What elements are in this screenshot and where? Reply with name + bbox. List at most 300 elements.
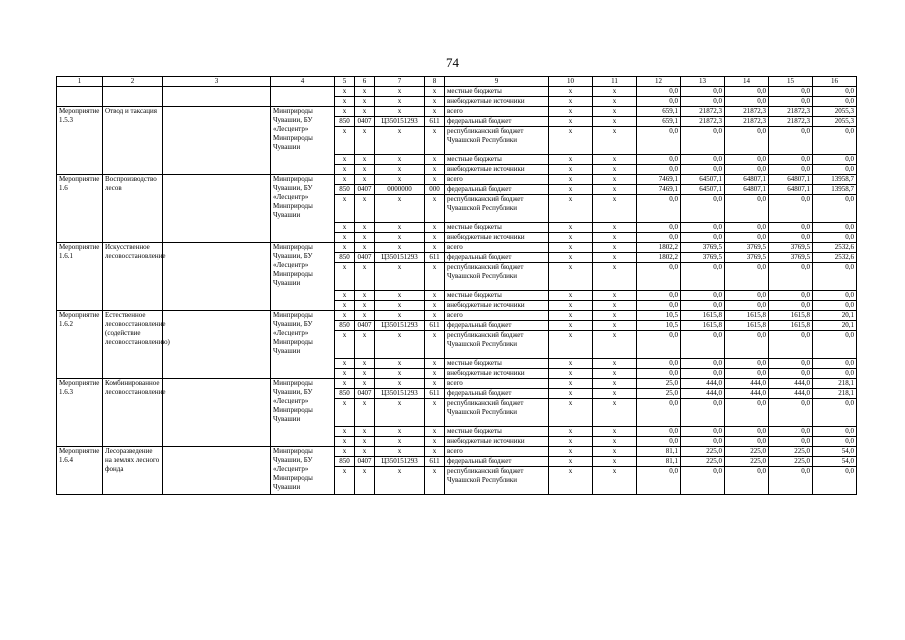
funding-source-cell: федеральный бюджет [445, 321, 549, 331]
value-cell: 225,0 [725, 447, 769, 457]
funding-source-cell: республиканский бюджет Чувашской Республики [445, 127, 549, 155]
col11-cell: x [593, 165, 637, 175]
value-cell: 0,0 [813, 155, 857, 165]
value-cell: 0,0 [769, 467, 813, 495]
section-cell: x [355, 447, 375, 457]
target-article-cell: x [375, 437, 425, 447]
value-cell: 0,0 [769, 331, 813, 359]
value-cell: 0,0 [813, 399, 857, 427]
empty-cell [163, 175, 271, 243]
target-article-cell: x [375, 399, 425, 427]
value-cell: 3769,5 [769, 243, 813, 253]
value-cell: 7469,1 [637, 185, 681, 195]
expense-group-cell: 611 [425, 389, 445, 399]
value-cell: 0,0 [725, 195, 769, 223]
target-article-cell: x [375, 311, 425, 321]
value-cell: 0,0 [681, 437, 725, 447]
responsible-cell: Минприроды Чувашии, БУ «Лесцентр» Минприроды Чувашии [271, 107, 335, 175]
column-number-header: 15 [769, 77, 813, 87]
section-cell: x [355, 379, 375, 389]
funding-source-cell: всего [445, 107, 549, 117]
grbs-cell: x [335, 359, 355, 369]
value-cell: 20,1 [813, 311, 857, 321]
measure-name-cell: Искусственное лесовосстановление [103, 243, 163, 311]
section-cell: 0407 [355, 117, 375, 127]
column-number-header: 1 [57, 77, 103, 87]
col10-cell: x [549, 359, 593, 369]
col11-cell: x [593, 311, 637, 321]
col10-cell: x [549, 223, 593, 233]
value-cell: 0,0 [813, 291, 857, 301]
value-cell: 81,1 [637, 447, 681, 457]
section-cell: x [355, 263, 375, 291]
col11-cell: x [593, 379, 637, 389]
funding-source-cell: местные бюджеты [445, 87, 549, 97]
col11-cell: x [593, 117, 637, 127]
value-cell: 0,0 [637, 155, 681, 165]
value-cell: 3769,5 [769, 253, 813, 263]
value-cell: 10,5 [637, 311, 681, 321]
grbs-cell: x [335, 107, 355, 117]
funding-source-cell: республиканский бюджет Чувашской Республики [445, 467, 549, 495]
value-cell: 0,0 [637, 331, 681, 359]
section-cell: x [355, 165, 375, 175]
value-cell: 3769,5 [681, 243, 725, 253]
col11-cell: x [593, 127, 637, 155]
funding-source-cell: республиканский бюджет Чувашской Республики [445, 263, 549, 291]
section-cell: 0407 [355, 185, 375, 195]
value-cell: 0,0 [681, 427, 725, 437]
grbs-cell: x [335, 311, 355, 321]
grbs-cell: x [335, 223, 355, 233]
col10-cell: x [549, 165, 593, 175]
grbs-cell: 850 [335, 185, 355, 195]
value-cell: 0,0 [813, 331, 857, 359]
column-number-header: 5 [335, 77, 355, 87]
section-cell: x [355, 233, 375, 243]
grbs-cell: x [335, 87, 355, 97]
section-cell: x [355, 127, 375, 155]
value-cell: 225,0 [681, 457, 725, 467]
value-cell: 0,0 [813, 437, 857, 447]
value-cell: 64507,1 [681, 185, 725, 195]
value-cell: 0,0 [637, 127, 681, 155]
funding-source-cell: местные бюджеты [445, 291, 549, 301]
target-article-cell: x [375, 467, 425, 495]
value-cell: 0,0 [681, 331, 725, 359]
col11-cell: x [593, 369, 637, 379]
target-article-cell: Ц350151293 [375, 389, 425, 399]
funding-source-cell: федеральный бюджет [445, 389, 549, 399]
value-cell: 64507,1 [681, 175, 725, 185]
value-cell: 659,1 [637, 117, 681, 127]
column-number-header: 9 [445, 77, 549, 87]
expense-group-cell: x [425, 301, 445, 311]
value-cell: 0,0 [681, 263, 725, 291]
responsible-cell: Минприроды Чувашии, БУ «Лесцентр» Минприроды Чувашии [271, 243, 335, 311]
table-row [57, 107, 857, 117]
value-cell: 444,0 [769, 389, 813, 399]
col11-cell: x [593, 389, 637, 399]
value-cell: 64807,1 [769, 185, 813, 195]
value-cell: 0,0 [681, 467, 725, 495]
funding-source-cell: внебюджетные источники [445, 301, 549, 311]
section-cell: x [355, 87, 375, 97]
target-article-cell: x [375, 369, 425, 379]
col10-cell: x [549, 427, 593, 437]
target-article-cell: x [375, 155, 425, 165]
target-article-cell: x [375, 379, 425, 389]
value-cell: 21872,3 [681, 117, 725, 127]
target-article-cell: Ц350151293 [375, 457, 425, 467]
col11-cell: x [593, 331, 637, 359]
section-cell: x [355, 97, 375, 107]
expense-group-cell: x [425, 165, 445, 175]
col11-cell: x [593, 253, 637, 263]
value-cell: 2532,6 [813, 253, 857, 263]
expense-group-cell: x [425, 97, 445, 107]
value-cell: 2532,6 [813, 243, 857, 253]
funding-source-cell: местные бюджеты [445, 155, 549, 165]
col11-cell: x [593, 301, 637, 311]
value-cell: 3769,5 [725, 253, 769, 263]
col10-cell: x [549, 243, 593, 253]
target-article-cell: x [375, 127, 425, 155]
value-cell: 659,1 [637, 107, 681, 117]
col11-cell: x [593, 97, 637, 107]
value-cell: 0,0 [637, 369, 681, 379]
value-cell: 0,0 [681, 195, 725, 223]
grbs-cell: x [335, 331, 355, 359]
value-cell: 0,0 [813, 87, 857, 97]
section-cell: x [355, 331, 375, 359]
expense-group-cell: x [425, 87, 445, 97]
measure-label-cell [57, 87, 103, 107]
value-cell: 0,0 [681, 165, 725, 175]
responsible-cell: Минприроды Чувашии, БУ «Лесцентр» Минприроды Чувашии [271, 175, 335, 243]
table-row [57, 379, 857, 389]
col11-cell: x [593, 457, 637, 467]
value-cell: 0,0 [769, 427, 813, 437]
grbs-cell: 850 [335, 457, 355, 467]
measure-name-cell: Отвод и таксация [103, 107, 163, 175]
funding-source-cell: республиканский бюджет Чувашской Республики [445, 195, 549, 223]
grbs-cell: x [335, 127, 355, 155]
value-cell: 0,0 [769, 155, 813, 165]
expense-group-cell: 611 [425, 117, 445, 127]
funding-source-cell: внебюджетные источники [445, 165, 549, 175]
funding-source-cell: внебюджетные источники [445, 233, 549, 243]
section-cell: x [355, 359, 375, 369]
target-article-cell: x [375, 107, 425, 117]
measure-label-cell: Мероприятие 1.6.2 [57, 311, 103, 379]
section-cell: x [355, 243, 375, 253]
funding-source-cell: республиканский бюджет Чувашской Республики [445, 331, 549, 359]
value-cell: 0,0 [769, 359, 813, 369]
target-article-cell: Ц350151293 [375, 321, 425, 331]
value-cell: 0,0 [681, 97, 725, 107]
value-cell: 13958,7 [813, 185, 857, 195]
value-cell: 0,0 [769, 165, 813, 175]
funding-source-cell: всего [445, 447, 549, 457]
value-cell: 0,0 [681, 155, 725, 165]
funding-source-cell: внебюджетные источники [445, 97, 549, 107]
column-number-header: 16 [813, 77, 857, 87]
col11-cell: x [593, 427, 637, 437]
expense-group-cell: 611 [425, 457, 445, 467]
target-article-cell: x [375, 223, 425, 233]
expense-group-cell: x [425, 331, 445, 359]
col10-cell: x [549, 117, 593, 127]
expense-group-cell: x [425, 437, 445, 447]
value-cell: 0,0 [681, 233, 725, 243]
value-cell: 1802,2 [637, 253, 681, 263]
col10-cell: x [549, 389, 593, 399]
expense-group-cell: x [425, 467, 445, 495]
target-article-cell: x [375, 243, 425, 253]
value-cell: 2055,3 [813, 117, 857, 127]
expense-group-cell: x [425, 233, 445, 243]
expense-group-cell: x [425, 379, 445, 389]
section-cell: x [355, 437, 375, 447]
grbs-cell: x [335, 379, 355, 389]
grbs-cell: x [335, 195, 355, 223]
expense-group-cell: x [425, 195, 445, 223]
column-number-header: 10 [549, 77, 593, 87]
value-cell: 225,0 [681, 447, 725, 457]
section-cell: x [355, 175, 375, 185]
grbs-cell: x [335, 97, 355, 107]
grbs-cell: x [335, 155, 355, 165]
funding-source-cell: федеральный бюджет [445, 253, 549, 263]
value-cell: 1802,2 [637, 243, 681, 253]
value-cell: 64807,1 [725, 185, 769, 195]
value-cell: 0,0 [637, 195, 681, 223]
table-row [57, 175, 857, 185]
col10-cell: x [549, 291, 593, 301]
value-cell: 0,0 [725, 223, 769, 233]
col10-cell: x [549, 399, 593, 427]
value-cell: 0,0 [637, 399, 681, 427]
section-cell: 0407 [355, 389, 375, 399]
value-cell: 0,0 [725, 369, 769, 379]
expense-group-cell: 611 [425, 253, 445, 263]
expense-group-cell: x [425, 399, 445, 427]
value-cell: 3769,5 [725, 243, 769, 253]
value-cell: 0,0 [769, 301, 813, 311]
table-row [57, 87, 857, 97]
value-cell: 0,0 [637, 467, 681, 495]
value-cell: 0,0 [681, 127, 725, 155]
col11-cell: x [593, 175, 637, 185]
grbs-cell: 850 [335, 253, 355, 263]
value-cell: 0,0 [725, 263, 769, 291]
section-cell: x [355, 467, 375, 495]
column-number-header: 13 [681, 77, 725, 87]
value-cell: 0,0 [681, 291, 725, 301]
funding-source-cell: всего [445, 311, 549, 321]
column-number-header: 4 [271, 77, 335, 87]
section-cell: 0407 [355, 457, 375, 467]
value-cell: 0,0 [681, 87, 725, 97]
col10-cell: x [549, 311, 593, 321]
target-article-cell: x [375, 165, 425, 175]
expense-group-cell: 611 [425, 321, 445, 331]
col11-cell: x [593, 291, 637, 301]
empty-cell [163, 311, 271, 379]
col11-cell: x [593, 223, 637, 233]
col10-cell: x [549, 321, 593, 331]
value-cell: 0,0 [813, 263, 857, 291]
expense-group-cell: x [425, 223, 445, 233]
value-cell: 21872,3 [769, 117, 813, 127]
expense-group-cell: x [425, 155, 445, 165]
value-cell: 0,0 [681, 359, 725, 369]
col11-cell: x [593, 447, 637, 457]
measure-name-cell: Естественное лесовосстановление (содействие лесовосстановлению) [103, 311, 163, 379]
value-cell: 25,0 [637, 389, 681, 399]
target-article-cell: x [375, 263, 425, 291]
funding-source-cell: федеральный бюджет [445, 185, 549, 195]
value-cell: 0,0 [725, 331, 769, 359]
value-cell: 0,0 [769, 437, 813, 447]
value-cell: 0,0 [725, 291, 769, 301]
target-article-cell: 0000000 [375, 185, 425, 195]
expense-group-cell: x [425, 369, 445, 379]
value-cell: 0,0 [637, 223, 681, 233]
value-cell: 0,0 [769, 195, 813, 223]
col11-cell: x [593, 467, 637, 495]
measure-label-cell: Мероприятие 1.6.4 [57, 447, 103, 495]
col11-cell: x [593, 233, 637, 243]
value-cell: 0,0 [681, 369, 725, 379]
value-cell: 0,0 [637, 87, 681, 97]
expense-group-cell: x [425, 359, 445, 369]
target-article-cell: Ц350151293 [375, 117, 425, 127]
value-cell: 0,0 [769, 87, 813, 97]
funding-source-cell: республиканский бюджет Чувашской Республики [445, 399, 549, 427]
column-number-header: 7 [375, 77, 425, 87]
expense-group-cell: x [425, 175, 445, 185]
value-cell: 0,0 [725, 467, 769, 495]
value-cell: 0,0 [725, 155, 769, 165]
value-cell: 0,0 [681, 399, 725, 427]
section-cell: x [355, 107, 375, 117]
col11-cell: x [593, 195, 637, 223]
table-row [57, 243, 857, 253]
grbs-cell: x [335, 175, 355, 185]
expense-group-cell: x [425, 291, 445, 301]
measure-name-cell: Воспроизводство лесов [103, 175, 163, 243]
grbs-cell: x [335, 233, 355, 243]
col11-cell: x [593, 243, 637, 253]
target-article-cell: x [375, 331, 425, 359]
value-cell: 0,0 [813, 427, 857, 437]
funding-source-cell: местные бюджеты [445, 223, 549, 233]
value-cell: 444,0 [725, 379, 769, 389]
value-cell: 0,0 [637, 301, 681, 311]
grbs-cell: x [335, 263, 355, 291]
value-cell: 0,0 [769, 223, 813, 233]
value-cell: 0,0 [725, 399, 769, 427]
col11-cell: x [593, 399, 637, 427]
value-cell: 1615,8 [681, 321, 725, 331]
value-cell: 0,0 [769, 127, 813, 155]
funding-source-cell: внебюджетные источники [445, 437, 549, 447]
value-cell: 0,0 [769, 291, 813, 301]
value-cell: 218,1 [813, 379, 857, 389]
col10-cell: x [549, 331, 593, 359]
value-cell: 64807,1 [769, 175, 813, 185]
funding-source-cell: федеральный бюджет [445, 117, 549, 127]
value-cell: 0,0 [769, 369, 813, 379]
responsible-cell: Минприроды Чувашии, БУ «Лесцентр» Минприроды Чувашии [271, 379, 335, 447]
col10-cell: x [549, 127, 593, 155]
empty-cell [163, 87, 271, 107]
grbs-cell: x [335, 165, 355, 175]
target-article-cell: x [375, 195, 425, 223]
col10-cell: x [549, 233, 593, 243]
col10-cell: x [549, 107, 593, 117]
funding-source-cell: всего [445, 379, 549, 389]
section-cell: x [355, 155, 375, 165]
col10-cell: x [549, 155, 593, 165]
value-cell: 2055,3 [813, 107, 857, 117]
grbs-cell: x [335, 467, 355, 495]
section-cell: x [355, 311, 375, 321]
empty-cell [163, 379, 271, 447]
grbs-cell: x [335, 291, 355, 301]
responsible-cell: Минприроды Чувашии, БУ «Лесцентр» Минприроды Чувашии [271, 447, 335, 495]
expense-group-cell: x [425, 243, 445, 253]
section-cell: x [355, 369, 375, 379]
section-cell: x [355, 223, 375, 233]
value-cell: 0,0 [637, 359, 681, 369]
value-cell: 0,0 [813, 369, 857, 379]
value-cell: 0,0 [769, 399, 813, 427]
empty-cell [163, 243, 271, 311]
funding-source-cell: местные бюджеты [445, 427, 549, 437]
value-cell: 0,0 [637, 233, 681, 243]
grbs-cell: x [335, 427, 355, 437]
grbs-cell: x [335, 301, 355, 311]
target-article-cell: x [375, 427, 425, 437]
col10-cell: x [549, 457, 593, 467]
col10-cell: x [549, 263, 593, 291]
expense-group-cell: x [425, 127, 445, 155]
col10-cell: x [549, 87, 593, 97]
col10-cell: x [549, 301, 593, 311]
grbs-cell: 850 [335, 321, 355, 331]
value-cell: 0,0 [813, 223, 857, 233]
target-article-cell: x [375, 97, 425, 107]
col11-cell: x [593, 359, 637, 369]
target-article-cell: Ц350151293 [375, 253, 425, 263]
col10-cell: x [549, 437, 593, 447]
col10-cell: x [549, 253, 593, 263]
grbs-cell: x [335, 369, 355, 379]
column-number-header: 8 [425, 77, 445, 87]
expense-group-cell: x [425, 263, 445, 291]
value-cell: 444,0 [681, 379, 725, 389]
col10-cell: x [549, 379, 593, 389]
value-cell: 54,0 [813, 447, 857, 457]
expense-group-cell: x [425, 427, 445, 437]
funding-source-cell: всего [445, 175, 549, 185]
target-article-cell: x [375, 175, 425, 185]
value-cell: 225,0 [769, 447, 813, 457]
section-cell: x [355, 301, 375, 311]
